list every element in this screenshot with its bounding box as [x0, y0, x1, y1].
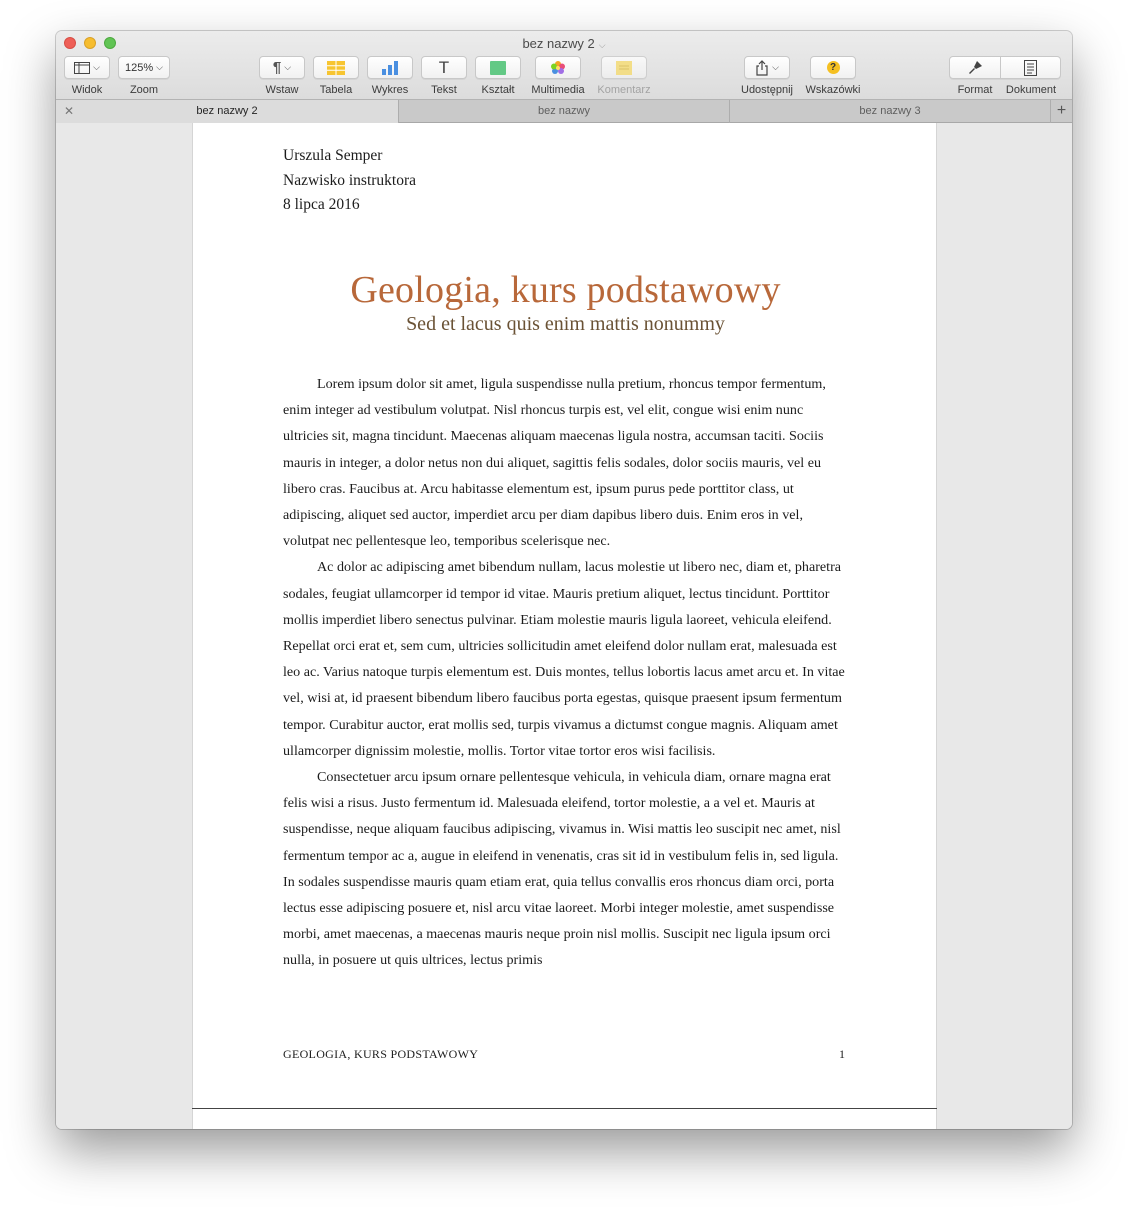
- format-tool[interactable]: [949, 56, 1001, 96]
- shape-button[interactable]: [475, 56, 521, 79]
- page-footer-title[interactable]: GEOLOGIA, KURS PODSTAWOWY: [283, 1047, 479, 1061]
- page-number[interactable]: 1: [839, 1047, 845, 1061]
- tab-bar: [56, 99, 1072, 123]
- zoom-value: 125%: [125, 61, 154, 74]
- media-button[interactable]: [535, 56, 581, 79]
- text-button[interactable]: [421, 56, 467, 79]
- document-tool[interactable]: [1001, 56, 1061, 96]
- tab-bez-nazwy[interactable]: [399, 100, 730, 123]
- media-label: Multimedia: [531, 84, 585, 96]
- text-label: Tekst: [431, 84, 457, 96]
- window-title[interactable]: [56, 36, 1072, 51]
- table-label: Tabela: [319, 84, 353, 96]
- chart-label: Wykres: [371, 84, 409, 96]
- shape-icon: [490, 61, 506, 75]
- pages-window: [56, 31, 1072, 1129]
- comment-tool[interactable]: [596, 56, 652, 96]
- paintbrush-icon: [967, 60, 983, 76]
- table-icon: [327, 61, 345, 75]
- title-bar: [56, 31, 1072, 99]
- author-name[interactable]: Urszula Semper: [283, 147, 383, 164]
- help-icon: ?: [827, 61, 840, 74]
- bar-chart-icon: [381, 61, 399, 75]
- format-label: Format: [957, 84, 993, 96]
- format-button[interactable]: [949, 56, 1001, 79]
- document-page[interactable]: [192, 123, 937, 1108]
- document-body[interactable]: [283, 371, 849, 974]
- view-button[interactable]: [64, 56, 110, 79]
- comment-label: Komentarz: [597, 84, 651, 96]
- document-canvas[interactable]: [56, 123, 1072, 1129]
- tab-label: bez nazwy 3: [859, 105, 921, 117]
- tips-button[interactable]: [810, 56, 856, 79]
- chevron-down-icon: ⌵: [93, 62, 100, 72]
- chart-button[interactable]: [367, 56, 413, 79]
- document-title[interactable]: Geologia, kurs podstawowy: [350, 269, 781, 311]
- tab-label: bez nazwy: [538, 105, 590, 117]
- share-icon: [755, 60, 769, 76]
- document-icon: [1024, 60, 1037, 76]
- shape-label: Kształt: [481, 84, 515, 96]
- text-tool[interactable]: [421, 56, 467, 96]
- insert-button[interactable]: [259, 56, 305, 79]
- tab-label: bez nazwy 2: [196, 105, 258, 117]
- new-tab-button[interactable]: [1050, 100, 1072, 123]
- letter-header[interactable]: [283, 144, 416, 218]
- body-paragraph[interactable]: Consectetuer arcu ipsum ornare pellentesque vehicula, in vehicula diam, ornare magna erat felis wisi a risus. Justo fermentum id. Malesuada eleifend, tortor molestie, a a vel et. Mauris at suspendisse, neque aliquam faucibus adipiscing, vivamus in. Wisi mattis leo suscipit nec amet, nisl fermentum tempor ac a, augue in eleifend in venenatis, cras sit id in vestibulum felis in, sed ligula. In sodales suspendisse mauris quam etiam erat, quia tellus convallis eros rhoncus diam orci, porta lectus esse adipiscing posuere et, nisl arcu vitae laoreet. Morbi integer molestie, amet suspendisse morbi, amet maecenas, a maecenas mauris neque proin nisl mollis. Suscipit nec ligula ipsum orci nulla, in posuere ut quis ultrices, lectus primis: [283, 769, 841, 969]
- tips-label: Wskazówki: [805, 84, 861, 96]
- chevron-down-icon: ⌵: [156, 62, 163, 72]
- share-button[interactable]: [744, 56, 790, 79]
- zoom-select[interactable]: [118, 56, 170, 79]
- zoom-tool[interactable]: [118, 56, 170, 96]
- chart-tool[interactable]: [367, 56, 413, 96]
- window-title-text: bez nazwy 2: [522, 36, 595, 51]
- tips-tool[interactable]: [804, 56, 862, 96]
- body-paragraph[interactable]: Ac dolor ac adipiscing amet bibendum nullam, lacus molestie ut libero nec, diam et, pharetra sodales, feugiat ullamcorper id tempor id vitae. Mauris pretium aliquet, lectus tincidunt. Porttitor mollis imperdiet libero senectus pulvinar. Etiam molestie mauris ligula laoreet, vehicula eleifend. Repellat orci erat et, sem cum, ultricies sollicitudin amet eleifend dolor nullam erat, malesuada est leo ac. Varius natoque turpis elementum est. Duis montes, tellus lobortis lacus amet arcu et. In vitae vel, wisi at, id praesent bibendum libero faucibus porta egestas, quisque praesent ipsum fermentum tempor. Curabitur auctor, erat mollis sed, turpis vivamus a dictumst congue magnis. Aliquam amet ullamcorper dignissim molestie, mollis. Tortor vitae tortor eros wisi facilisis.: [283, 559, 845, 759]
- insert-tool[interactable]: [259, 56, 305, 96]
- document-subtitle[interactable]: Sed et lacus quis enim mattis nonummy: [406, 313, 725, 335]
- next-page[interactable]: [192, 1109, 937, 1129]
- paragraph-icon: ¶: [272, 59, 282, 76]
- instructor-name[interactable]: Nazwisko instruktora: [283, 171, 417, 189]
- table-tool[interactable]: [313, 56, 359, 96]
- chevron-down-icon: ⌵: [284, 62, 292, 72]
- text-icon: T: [438, 57, 450, 77]
- sidebar-icon: [74, 62, 90, 74]
- view-label: Widok: [71, 84, 103, 96]
- chevron-down-icon: ⌵: [598, 40, 606, 50]
- view-tool[interactable]: [64, 56, 110, 96]
- zoom-label: Zoom: [129, 84, 159, 96]
- tab-bez-nazwy-2[interactable]: [56, 100, 399, 123]
- insert-label: Wstaw: [265, 84, 299, 96]
- comment-button[interactable]: [601, 56, 647, 79]
- tab-bez-nazwy-3[interactable]: [730, 100, 1050, 123]
- chevron-down-icon: ⌵: [772, 62, 779, 72]
- share-tool[interactable]: [740, 56, 794, 96]
- comment-icon: [616, 61, 632, 75]
- document-label: Dokument: [1005, 84, 1057, 96]
- media-tool[interactable]: [530, 56, 586, 96]
- table-button[interactable]: [313, 56, 359, 79]
- share-label: Udostępnij: [741, 84, 793, 96]
- document-button[interactable]: [1001, 56, 1061, 79]
- plus-icon: +: [1056, 102, 1067, 119]
- document-date[interactable]: 8 lipca 2016: [283, 196, 360, 213]
- body-paragraph[interactable]: Lorem ipsum dolor sit amet, ligula suspendisse nulla pretium, rhoncus tempor fermentum, enim integer ad vestibulum volutpat. Nisl rhoncus turpis est, vel elit, congue wisi enim nunc ultricies sit, magna tincidunt. Maecenas aliquam maecenas ligula nostra, accumsan taciti. Sociis mauris in integer, a dolor netus non dui aliquet, sagittis felis sodales, dolor sociis mauris, vel eu libero cras. Faucibus at. Arcu habitasse elementum est, ipsum purus pede porttitor class, ut adipiscing, aliquet sed auctor, imperdiet arcu per diam dapibus libero duis. Enim eros in vel, volutpat nec pellentesque leo, temporibus scelerisque nec.: [283, 376, 826, 550]
- close-tab-icon[interactable]: ✕: [64, 104, 75, 118]
- photos-icon: [550, 60, 566, 76]
- shape-tool[interactable]: [475, 56, 521, 96]
